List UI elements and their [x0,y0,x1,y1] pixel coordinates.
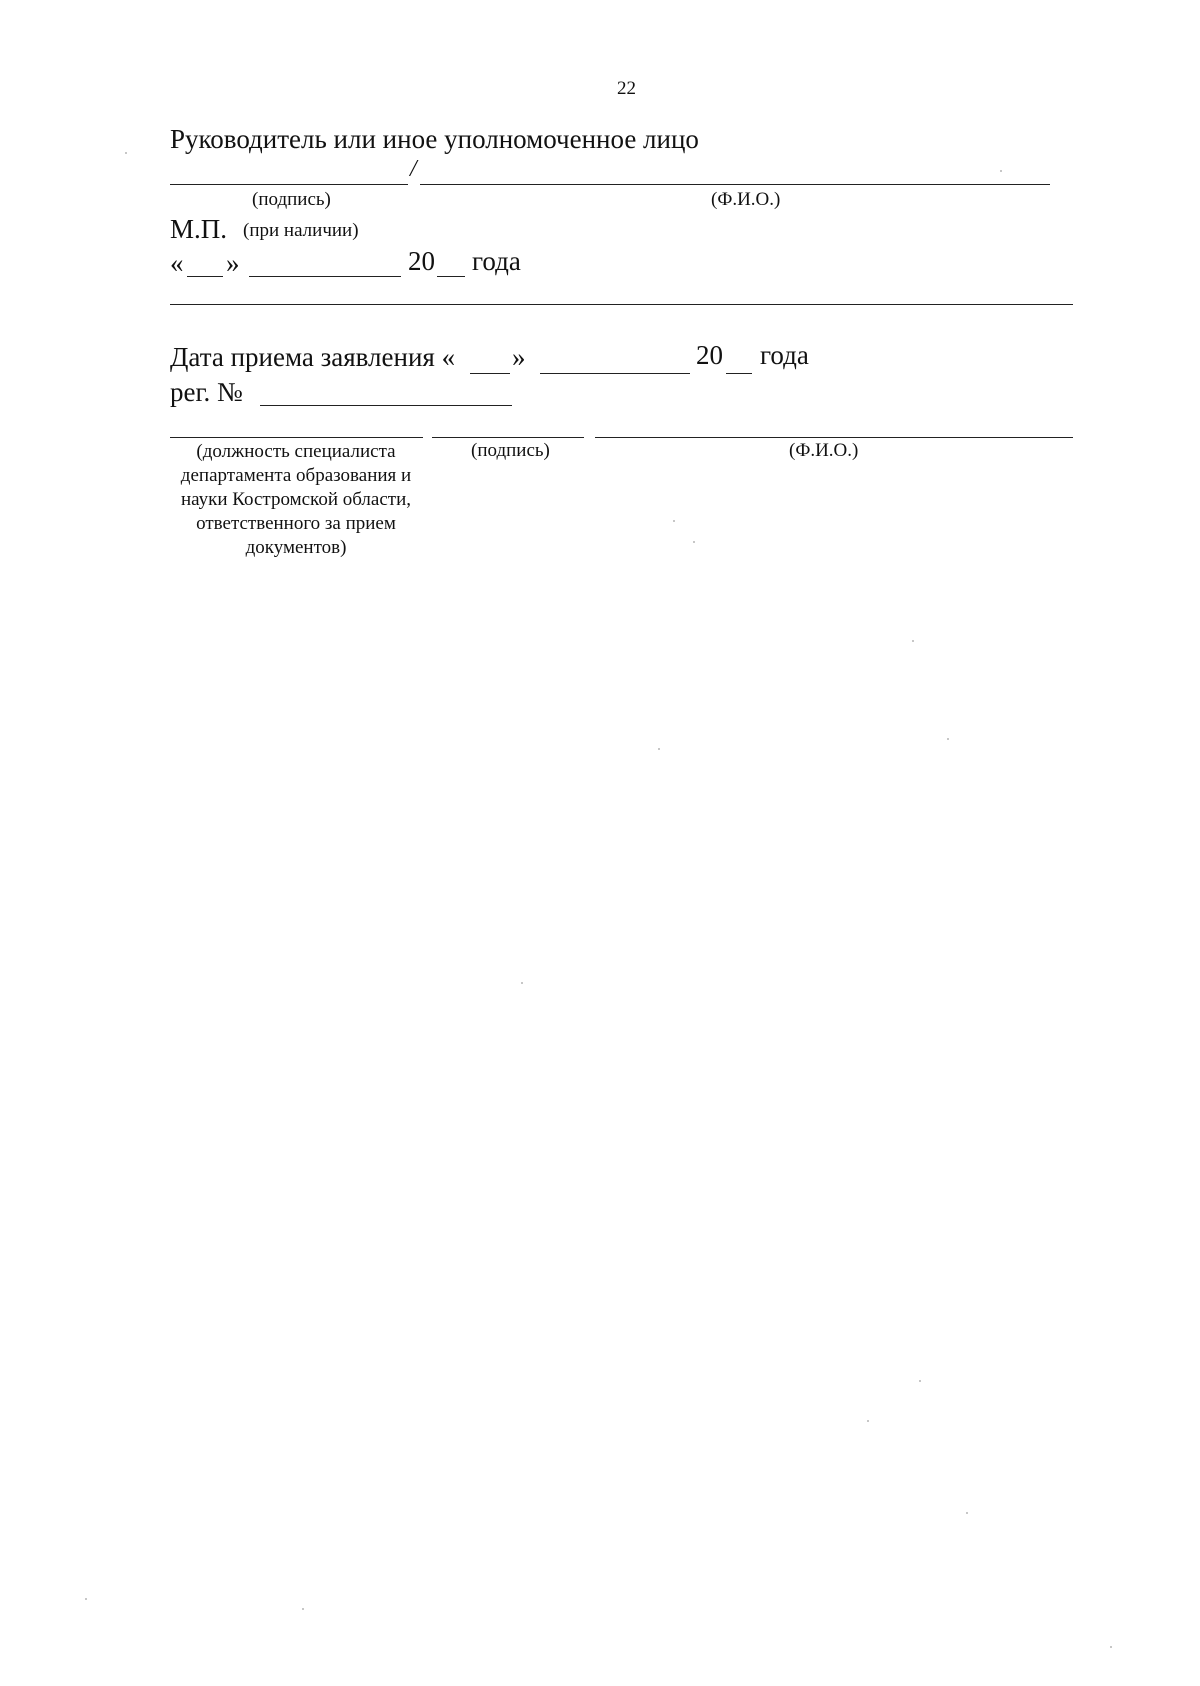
scan-speck [85,1598,87,1600]
head-date-close-quote: » [226,248,240,278]
scan-speck [125,152,127,154]
head-date-year-prefix: 20 [408,246,435,276]
specialist-position-line [170,437,423,438]
receipt-date-year-suffix: года [760,340,809,370]
fio-caption: (Ф.И.О.) [711,189,781,210]
receipt-date-day-blank [470,373,510,374]
head-date-year-blank [437,276,465,277]
fio-line [420,184,1050,185]
stamp-label: М.П. [170,214,228,244]
specialist-fio-caption: (Ф.И.О.) [789,440,859,461]
scan-speck [693,541,695,543]
receipt-date-year-prefix: 20 [696,340,723,370]
head-date-day-blank [187,276,223,277]
scan-speck [1110,1646,1112,1648]
specialist-fio-line [595,437,1073,438]
head-date-month-blank [249,276,401,277]
section-separator [170,304,1073,305]
scan-speck [912,640,914,642]
scan-speck [966,1512,968,1514]
specialist-position-caption: (должность специалиста департамента образования и науки Костромской области, ответственного за прием документов) [180,441,412,558]
scan-speck [919,1380,921,1382]
signature-caption: (подпись) [252,189,331,210]
stamp-note: (при наличии) [243,220,359,241]
receipt-date-month-blank [540,373,690,374]
scan-speck [521,982,523,984]
scan-speck [658,748,660,750]
receipt-date-year-blank [726,373,752,374]
specialist-signature-line [432,437,584,438]
scan-speck [1000,170,1002,172]
signature-slash: / [410,156,417,182]
scan-speck [302,1608,304,1610]
reg-number-blank [260,405,512,406]
receipt-date-close-quote: » [512,342,526,372]
head-date-open-quote: « [170,248,184,278]
head-date-year-suffix: года [472,246,521,276]
signatory-title: Руководитель или иное уполномоченное лицо [170,124,699,154]
page-number: 22 [617,78,636,99]
scan-speck [867,1420,869,1422]
signature-line [170,184,408,185]
scan-speck [673,520,675,522]
specialist-signature-caption: (подпись) [471,440,550,461]
receipt-date-label: Дата приема заявления « [170,342,456,372]
reg-number-label: рег. № [170,377,243,407]
scan-speck [947,738,949,740]
